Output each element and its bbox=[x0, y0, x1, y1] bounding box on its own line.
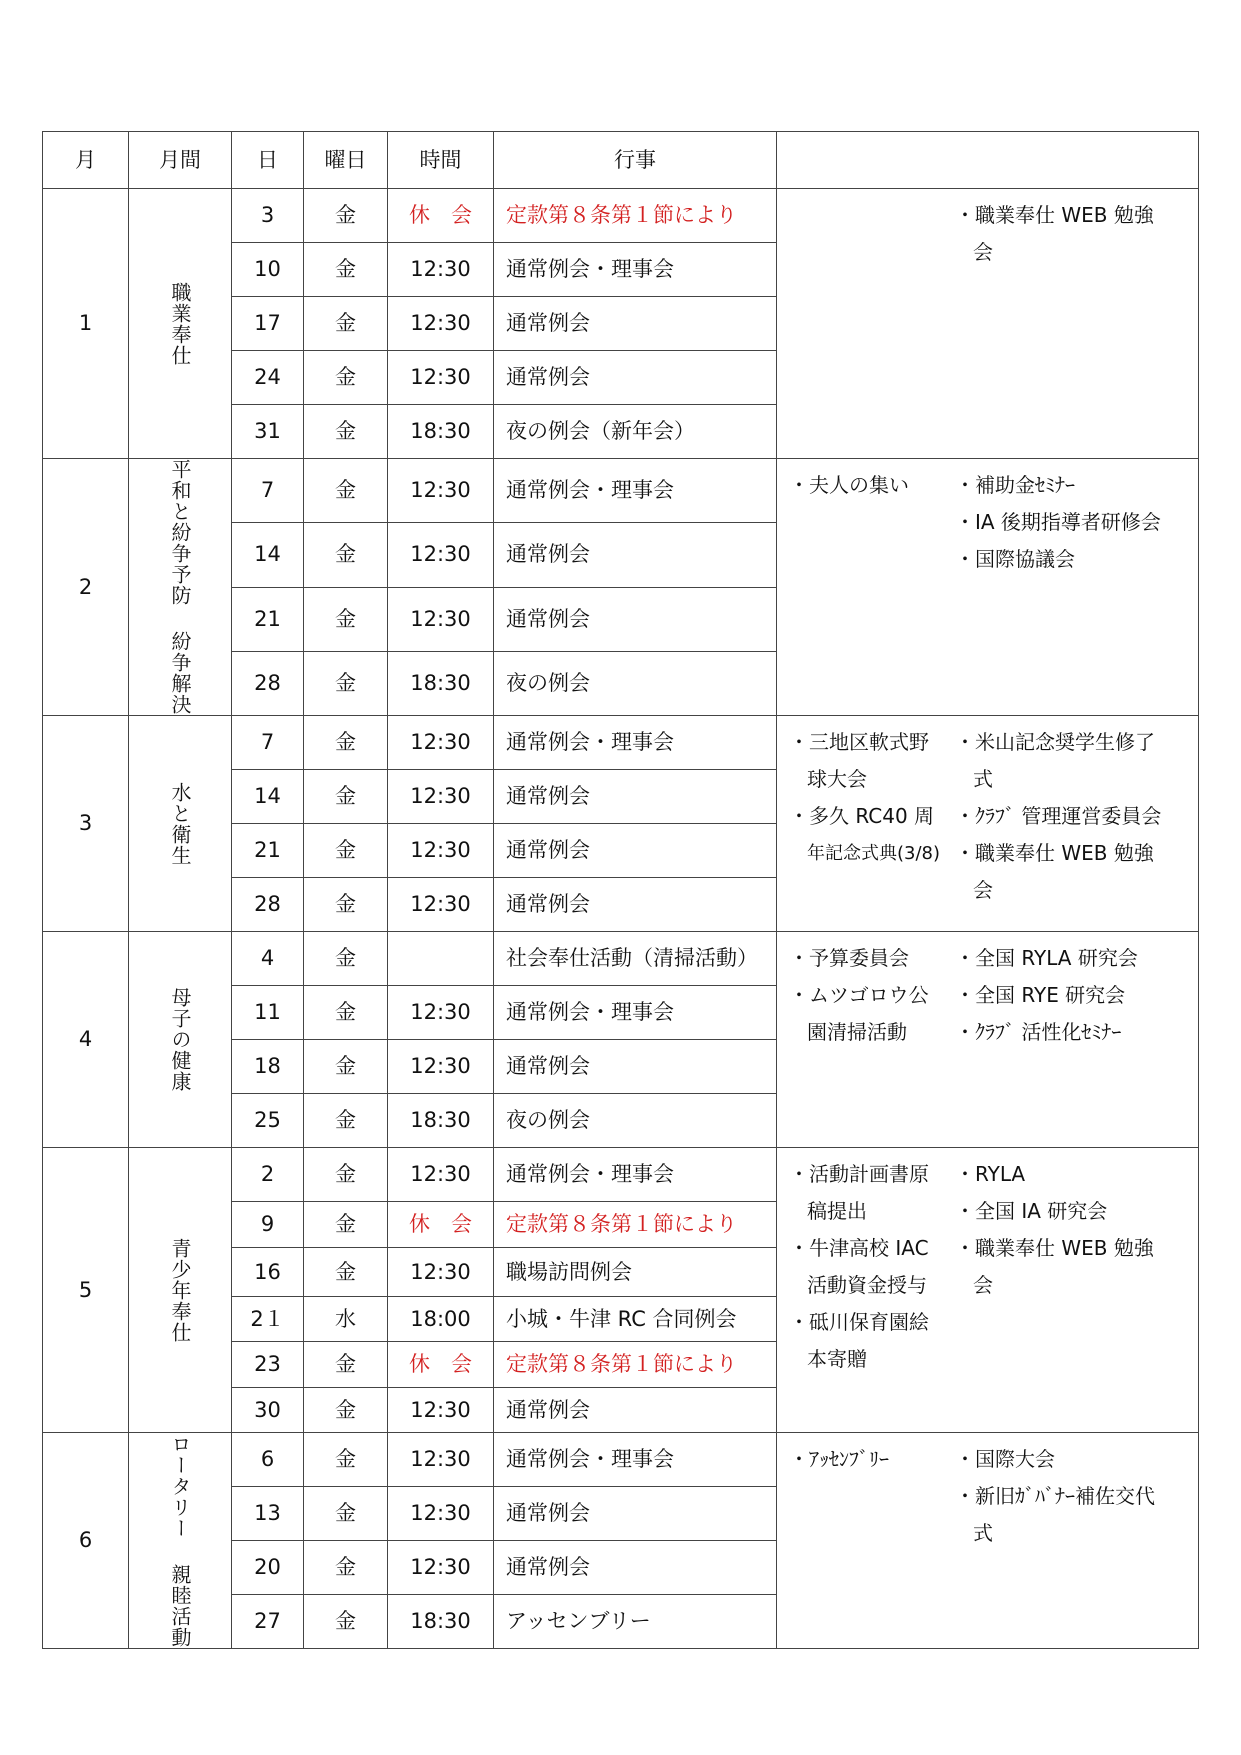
weekday-cell: 金 bbox=[304, 1433, 388, 1487]
event-cell: 通常例会・理事会 bbox=[494, 459, 777, 523]
time-cell: 12:30 bbox=[388, 878, 494, 932]
time-cell: 12:30 bbox=[388, 1433, 494, 1487]
notes-right bbox=[955, 197, 1185, 271]
note-line: ・職業奉仕 WEB 勉強 bbox=[955, 1236, 1154, 1260]
event-cell: 定款第８条第１節により bbox=[494, 1202, 777, 1248]
weekday-cell: 金 bbox=[304, 716, 388, 770]
event-cell: 夜の例会 bbox=[494, 651, 777, 715]
notes-left bbox=[777, 467, 955, 504]
note-line: ・国際大会 bbox=[955, 1447, 1055, 1471]
event-cell: 通常例会 bbox=[494, 1541, 777, 1595]
notes-right bbox=[955, 724, 1185, 909]
note-line: 園清掃活動 bbox=[807, 1020, 907, 1044]
weekday-cell: 金 bbox=[304, 587, 388, 651]
notes-cell bbox=[777, 716, 1199, 932]
note-line: ・ｱｯｾﾝﾌﾞﾘｰ bbox=[789, 1447, 889, 1471]
notes-left bbox=[777, 940, 955, 1051]
note-line: 式 bbox=[973, 1521, 993, 1545]
note-line: 会 bbox=[973, 240, 993, 264]
notes-left bbox=[777, 1441, 955, 1478]
weekday-cell: 金 bbox=[304, 1094, 388, 1148]
time-cell: 18:30 bbox=[388, 1094, 494, 1148]
note-line: ・米山記念奨学生修了 bbox=[955, 730, 1155, 754]
notes-right bbox=[955, 1441, 1185, 1552]
time-cell: 休 会 bbox=[388, 1342, 494, 1388]
notes-cell bbox=[777, 459, 1199, 716]
event-cell: 通常例会 bbox=[494, 351, 777, 405]
theme-cell bbox=[129, 716, 232, 932]
day-cell: 14 bbox=[232, 770, 304, 824]
notes-right bbox=[955, 1156, 1185, 1304]
event-cell: 通常例会 bbox=[494, 1487, 777, 1541]
weekday-cell: 金 bbox=[304, 297, 388, 351]
time-cell: 18:30 bbox=[388, 405, 494, 459]
day-cell: 25 bbox=[232, 1094, 304, 1148]
weekday-cell: 金 bbox=[304, 351, 388, 405]
weekday-cell: 金 bbox=[304, 1342, 388, 1388]
weekday-cell: 金 bbox=[304, 1595, 388, 1649]
day-cell: 6 bbox=[232, 1433, 304, 1487]
weekday-cell: 金 bbox=[304, 405, 388, 459]
note-line: ・予算委員会 bbox=[789, 946, 909, 970]
day-cell: 3 bbox=[232, 189, 304, 243]
time-cell: 12:30 bbox=[388, 243, 494, 297]
event-cell: 通常例会 bbox=[494, 523, 777, 587]
note-line: 会 bbox=[973, 878, 993, 902]
note-line: 年記念式典(3/8) bbox=[807, 843, 941, 864]
notes-cell bbox=[777, 1433, 1199, 1649]
note-line: 式 bbox=[973, 767, 993, 791]
day-cell: 2 bbox=[232, 1148, 304, 1202]
notes-cell bbox=[777, 1148, 1199, 1433]
time-cell: 12:30 bbox=[388, 523, 494, 587]
table-row bbox=[43, 1433, 1199, 1487]
note-line: ・ｸﾗﾌﾞ 管理運営委員会 bbox=[955, 804, 1162, 828]
table-row bbox=[43, 716, 1199, 770]
note-line: ・牛津高校 IAC bbox=[789, 1236, 929, 1260]
day-cell: 28 bbox=[232, 651, 304, 715]
note-line: ・ｸﾗﾌﾞ 活性化ｾﾐﾅｰ bbox=[955, 1020, 1122, 1044]
note-line: ・ムツゴロウ公 bbox=[789, 983, 929, 1007]
weekday-cell: 金 bbox=[304, 1487, 388, 1541]
month-cell: 2 bbox=[43, 459, 129, 716]
note-line: ・夫人の集い bbox=[789, 473, 909, 497]
weekday-cell: 金 bbox=[304, 1148, 388, 1202]
weekday-cell: 金 bbox=[304, 770, 388, 824]
day-cell: 24 bbox=[232, 351, 304, 405]
note-line: ・職業奉仕 WEB 勉強 bbox=[955, 203, 1154, 227]
weekday-cell: 金 bbox=[304, 1388, 388, 1433]
note-line: ・新旧ｶﾞﾊﾞﾅｰ補佐交代 bbox=[955, 1484, 1155, 1508]
day-cell: 7 bbox=[232, 459, 304, 523]
event-cell: 社会奉仕活動（清掃活動） bbox=[494, 932, 777, 986]
theme-cell bbox=[129, 189, 232, 459]
time-cell: 18:30 bbox=[388, 1595, 494, 1649]
event-cell: 通常例会・理事会 bbox=[494, 716, 777, 770]
notes-left bbox=[777, 1156, 955, 1378]
theme-label: 青少年奉仕 bbox=[168, 1237, 192, 1343]
event-cell: 通常例会 bbox=[494, 1388, 777, 1433]
note-line: ・職業奉仕 WEB 勉強 bbox=[955, 841, 1154, 865]
note-line: ・全国 IA 研究会 bbox=[955, 1199, 1108, 1223]
event-cell: 通常例会 bbox=[494, 878, 777, 932]
day-cell: 2１ bbox=[232, 1297, 304, 1342]
header-notes bbox=[777, 132, 1199, 189]
day-cell: 14 bbox=[232, 523, 304, 587]
weekday-cell: 金 bbox=[304, 1541, 388, 1595]
day-cell: 21 bbox=[232, 824, 304, 878]
table-row bbox=[43, 1148, 1199, 1202]
time-cell: 12:30 bbox=[388, 1040, 494, 1094]
note-line: ・IA 後期指導者研修会 bbox=[955, 510, 1161, 534]
note-line: 稿提出 bbox=[807, 1199, 867, 1223]
note-line: ・活動計画書原 bbox=[789, 1162, 929, 1186]
weekday-cell: 金 bbox=[304, 878, 388, 932]
time-cell: 12:30 bbox=[388, 770, 494, 824]
theme-cell bbox=[129, 1433, 232, 1649]
time-cell: 休 会 bbox=[388, 189, 494, 243]
day-cell: 20 bbox=[232, 1541, 304, 1595]
month-cell: 5 bbox=[43, 1148, 129, 1433]
event-cell: 定款第８条第１節により bbox=[494, 1342, 777, 1388]
time-cell: 12:30 bbox=[388, 587, 494, 651]
theme-label: 母子の健康 bbox=[168, 987, 192, 1092]
event-cell: 通常例会・理事会 bbox=[494, 243, 777, 297]
day-cell: 4 bbox=[232, 932, 304, 986]
header-weekday: 曜日 bbox=[304, 132, 388, 189]
time-cell: 12:30 bbox=[388, 297, 494, 351]
time-cell: 休 会 bbox=[388, 1202, 494, 1248]
header-event: 行事 bbox=[494, 132, 777, 189]
event-cell: 夜の例会（新年会） bbox=[494, 405, 777, 459]
time-cell: 12:30 bbox=[388, 716, 494, 770]
event-cell: 通常例会 bbox=[494, 1040, 777, 1094]
weekday-cell: 金 bbox=[304, 523, 388, 587]
time-cell: 18:30 bbox=[388, 651, 494, 715]
header-month: 月 bbox=[43, 132, 129, 189]
event-cell: 定款第８条第１節により bbox=[494, 189, 777, 243]
note-line: ・RYLA bbox=[955, 1162, 1026, 1186]
theme-label: 水と衛生 bbox=[168, 781, 192, 866]
event-cell: 通常例会・理事会 bbox=[494, 1148, 777, 1202]
note-line: ・砥川保育園絵 bbox=[789, 1310, 929, 1334]
theme-cell bbox=[129, 1148, 232, 1433]
note-line: ・全国 RYE 研究会 bbox=[955, 983, 1126, 1007]
day-cell: 11 bbox=[232, 986, 304, 1040]
theme-cell bbox=[129, 932, 232, 1148]
weekday-cell: 金 bbox=[304, 1202, 388, 1248]
time-cell: 12:30 bbox=[388, 1541, 494, 1595]
month-cell: 3 bbox=[43, 716, 129, 932]
day-cell: 31 bbox=[232, 405, 304, 459]
table-row bbox=[43, 189, 1199, 243]
weekday-cell: 金 bbox=[304, 824, 388, 878]
event-cell: 通常例会・理事会 bbox=[494, 986, 777, 1040]
theme-label: 平和と紛争予防 紛争解決 bbox=[168, 459, 192, 715]
note-line: ・補助金ｾﾐﾅｰ bbox=[955, 473, 1075, 497]
note-line: 球大会 bbox=[807, 767, 867, 791]
notes-cell bbox=[777, 189, 1199, 459]
event-cell: 通常例会 bbox=[494, 770, 777, 824]
day-cell: 18 bbox=[232, 1040, 304, 1094]
month-cell: 6 bbox=[43, 1433, 129, 1649]
time-cell: 12:30 bbox=[388, 1248, 494, 1297]
note-line: 会 bbox=[973, 1273, 993, 1297]
day-cell: 9 bbox=[232, 1202, 304, 1248]
event-cell: 通常例会 bbox=[494, 587, 777, 651]
note-line: ・全国 RYLA 研究会 bbox=[955, 946, 1138, 970]
theme-label: 職業奉仕 bbox=[168, 281, 192, 366]
day-cell: 30 bbox=[232, 1388, 304, 1433]
time-cell: 12:30 bbox=[388, 1148, 494, 1202]
event-cell: 通常例会 bbox=[494, 824, 777, 878]
weekday-cell: 水 bbox=[304, 1297, 388, 1342]
notes-cell bbox=[777, 932, 1199, 1148]
table-row bbox=[43, 932, 1199, 986]
note-line: 本寄贈 bbox=[807, 1347, 867, 1371]
weekday-cell: 金 bbox=[304, 243, 388, 297]
weekday-cell: 金 bbox=[304, 986, 388, 1040]
weekday-cell: 金 bbox=[304, 189, 388, 243]
event-cell: 職場訪問例会 bbox=[494, 1248, 777, 1297]
weekday-cell: 金 bbox=[304, 1040, 388, 1094]
day-cell: 16 bbox=[232, 1248, 304, 1297]
notes-right bbox=[955, 467, 1185, 578]
time-cell: 12:30 bbox=[388, 1487, 494, 1541]
theme-cell bbox=[129, 459, 232, 716]
event-cell: アッセンブリー bbox=[494, 1595, 777, 1649]
time-cell: 12:30 bbox=[388, 351, 494, 405]
time-cell: 12:30 bbox=[388, 1388, 494, 1433]
time-cell bbox=[388, 932, 494, 986]
notes-left bbox=[777, 724, 955, 872]
day-cell: 27 bbox=[232, 1595, 304, 1649]
day-cell: 23 bbox=[232, 1342, 304, 1388]
day-cell: 21 bbox=[232, 587, 304, 651]
note-line: 活動資金授与 bbox=[807, 1273, 927, 1297]
day-cell: 10 bbox=[232, 243, 304, 297]
time-cell: 12:30 bbox=[388, 459, 494, 523]
table-row bbox=[43, 459, 1199, 523]
note-line: ・国際協議会 bbox=[955, 547, 1075, 571]
note-line: ・多久 RC40 周 bbox=[789, 804, 935, 828]
event-cell: 小城・牛津 RC 合同例会 bbox=[494, 1297, 777, 1342]
event-cell: 通常例会・理事会 bbox=[494, 1433, 777, 1487]
time-cell: 18:00 bbox=[388, 1297, 494, 1342]
day-cell: 7 bbox=[232, 716, 304, 770]
header-row bbox=[43, 132, 1199, 189]
time-cell: 12:30 bbox=[388, 986, 494, 1040]
month-cell: 4 bbox=[43, 932, 129, 1148]
header-time: 時間 bbox=[388, 132, 494, 189]
note-line: ・三地区軟式野 bbox=[789, 730, 929, 754]
header-theme: 月間 bbox=[129, 132, 232, 189]
theme-label: ロータリー 親睦活動 bbox=[168, 1433, 192, 1648]
schedule-table bbox=[42, 131, 1199, 1649]
notes-right bbox=[955, 940, 1185, 1051]
weekday-cell: 金 bbox=[304, 651, 388, 715]
weekday-cell: 金 bbox=[304, 1248, 388, 1297]
day-cell: 17 bbox=[232, 297, 304, 351]
header-day: 日 bbox=[232, 132, 304, 189]
weekday-cell: 金 bbox=[304, 932, 388, 986]
month-cell: 1 bbox=[43, 189, 129, 459]
weekday-cell: 金 bbox=[304, 459, 388, 523]
event-cell: 夜の例会 bbox=[494, 1094, 777, 1148]
time-cell: 12:30 bbox=[388, 824, 494, 878]
event-cell: 通常例会 bbox=[494, 297, 777, 351]
day-cell: 13 bbox=[232, 1487, 304, 1541]
day-cell: 28 bbox=[232, 878, 304, 932]
